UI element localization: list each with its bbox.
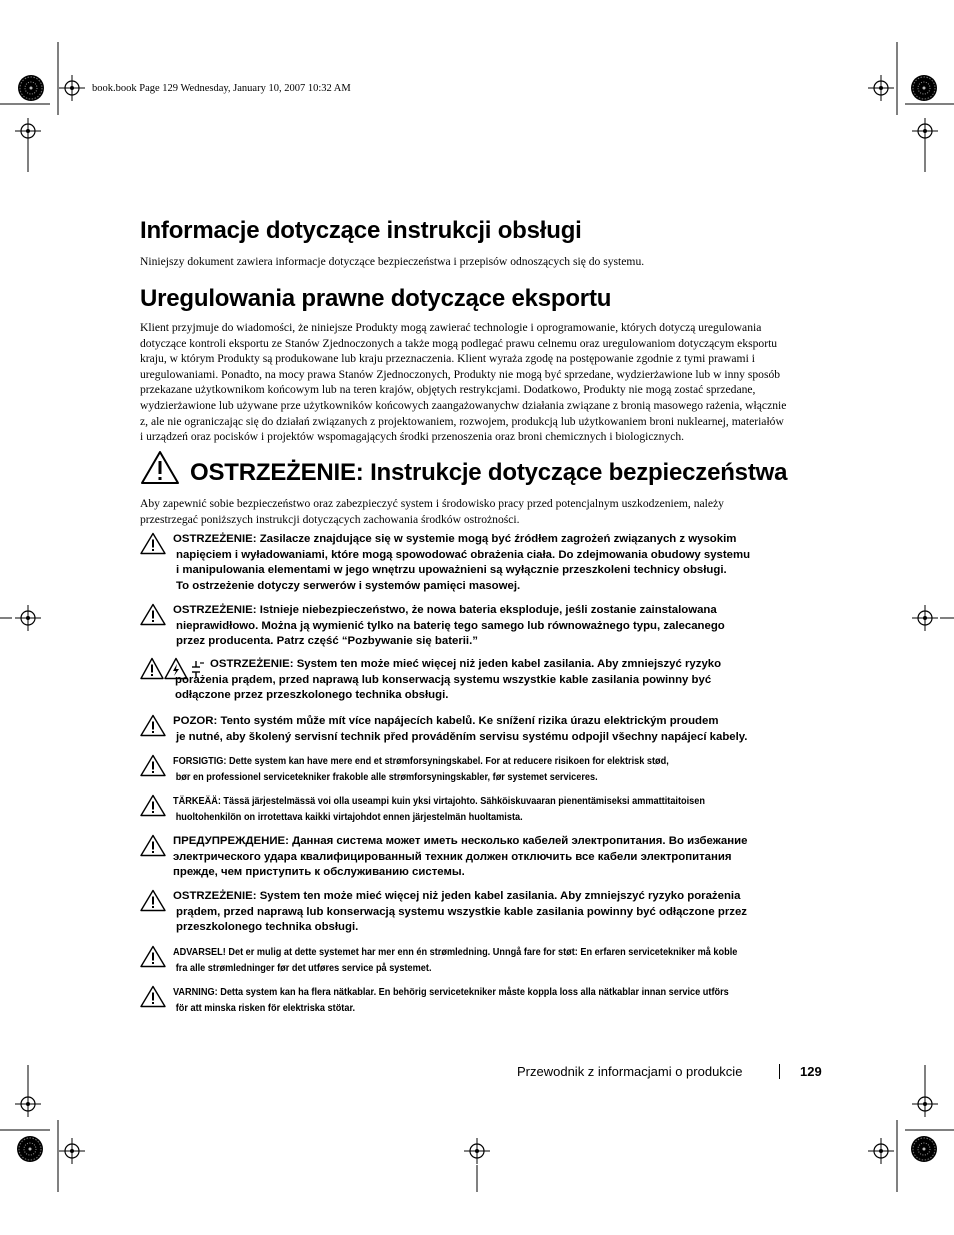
paragraph-line: Klient przyjmuje do wiadomości, że niniejsze Produkty mogą zawierać technologie i oprogramowanie, których dotyczą uregulowania bbox=[140, 321, 762, 334]
paragraph-line: uregulowaniami. Ponadto, na mocy prawa Stanów Zjednoczonych, Produkty nie mogą być sprzedane, wydzierżawione lub w inny sposób bbox=[140, 367, 781, 381]
warning-line: POZOR: Tento systém může mít více napájecích kabelů. Ke snížení rizika úrazu elektrickým proudem bbox=[173, 715, 719, 727]
warning-line: fra alle strømledninger før det utføres service på systemet. bbox=[175, 963, 432, 974]
warning-text bbox=[173, 834, 747, 881]
warning-line: huoltohenkilön on irrotettava kaikki virtajohdot ennen järjestelmän huoltamista. bbox=[175, 812, 523, 823]
warning-line: napięciem i wyładowaniami, które mogą spowodować obrażenia ciała. Do zdejmowania obudowy systemu bbox=[176, 548, 751, 561]
warning-notice bbox=[140, 754, 820, 788]
warning-notice bbox=[140, 532, 820, 596]
warning-notice bbox=[140, 985, 820, 1019]
warning-text bbox=[173, 985, 857, 1017]
warning-line: nieprawidłowo. Można ją wymienić tylko na baterię tego samego lub równoważnego typu, zalecanego bbox=[176, 619, 725, 632]
warning-text bbox=[173, 794, 857, 826]
warning-line: przez producenta. Patrz część “Pozbywanie się baterii.” bbox=[176, 635, 478, 648]
warning-icon bbox=[140, 603, 166, 626]
warning-line: ADVARSEL! Det er mulig at dette systemet har mer enn én strømledning. Unngå fare for støt: En erfaren servicetekniker må koble bbox=[173, 947, 738, 958]
warning-line: för att minska risken för elektriska stötar. bbox=[175, 1003, 356, 1014]
paragraph-line: z, ale nie ograniczając się do działań związanych z projektowaniem, rozwojem, produkcją lub użytkowaniem broni nuklearnej, materiałów bbox=[140, 414, 784, 428]
page-number: 129 bbox=[800, 1064, 822, 1079]
warning-line: je nutné, aby školený servisní technik před prováděním servisu systému odpojil všechny napájecí kabely. bbox=[176, 730, 748, 743]
section-title-export: Uregulowania prawne dotyczące eksportu bbox=[140, 285, 612, 312]
warning-line: TÄRKEÄÄ: Tässä järjestelmässä voi olla useampi kuin yksi virtajohto. Sähköiskuvaaran pienentämiseksi ammattitaitoisen bbox=[173, 796, 705, 807]
paragraph-line: przestrzegać poniższych instrukcji dotyczących zachowania środków ostrożności. bbox=[140, 512, 520, 526]
warning-icon bbox=[140, 754, 166, 777]
warning-text bbox=[173, 714, 747, 745]
section-text-instructions: Niniejszy dokument zawiera informacje dotyczące bezpieczeństwa i przepisów odnoszących się do systemu. bbox=[140, 255, 645, 268]
warning-line: прежде, чем приступить к обслуживанию системы. bbox=[173, 866, 465, 879]
warning-notice bbox=[140, 603, 820, 651]
warning-text bbox=[173, 603, 725, 650]
warning-text bbox=[173, 754, 857, 786]
warning-icon bbox=[140, 794, 166, 817]
warning-line: prądem, przed naprawą lub konserwacją systemu wszystkie kable zasilania powinny być odłączone przez bbox=[176, 905, 747, 918]
warning-line: ПРЕДУПРЕЖДЕНИЕ: Данная система может иметь несколько кабелей электропитания. Во избежание bbox=[173, 835, 748, 847]
warning-text bbox=[173, 889, 747, 936]
paragraph-line: dotyczące kontroli eksportu ze Stanów Zjednoczonych a także mogą podlegać prawu celnemu oraz uregulowaniom dotyczącym eksportu bbox=[140, 336, 778, 350]
print-header: book.book Page 129 Wednesday, January 10, 2007 10:32 AM bbox=[92, 83, 351, 94]
warning-icon bbox=[140, 714, 166, 737]
warning-line: odłączone przez przeszkolonego technika obsługi. bbox=[175, 689, 449, 702]
warning-triangle-icon bbox=[140, 450, 180, 486]
warning-notice bbox=[140, 657, 820, 707]
paragraph-line: i urządzeń oraz pocisków i projektów wspomagających środki przenoszenia oraz broni chemicznych i biologicznych. bbox=[140, 430, 685, 444]
section-title-safety: OSTRZEŻENIE: Instrukcje dotyczące bezpieczeństwa bbox=[190, 459, 788, 486]
section-text-safety bbox=[140, 496, 820, 527]
footer-guide-name: Przewodnik z informacjami o produkcie bbox=[517, 1064, 743, 1079]
warning-text bbox=[173, 532, 750, 594]
warning-line: электрического удара квалифицированный техник должен отключить все кабели электропитания bbox=[173, 850, 732, 863]
warning-notice bbox=[140, 945, 820, 979]
warning-line: OSTRZEŻENIE: System ten może mieć więcej niż jeden kabel zasilania. Aby zmniejszyć ryzyko bbox=[210, 658, 722, 670]
footer-separator bbox=[779, 1064, 780, 1079]
warning-line: VARNING: Detta system kan ha flera nätkablar. En behörig servicetekniker måste koppla loss alla nätkablar innan service utförs bbox=[173, 987, 729, 998]
warning-text bbox=[210, 657, 721, 673]
warning-line: FORSIGTIG: Dette system kan have mere end et strømforsyningskabel. For at reducere risikoen for elektrisk stød, bbox=[173, 756, 669, 767]
warning-icon bbox=[140, 532, 166, 555]
section-title-instructions: Informacje dotyczące instrukcji obsługi bbox=[140, 217, 582, 244]
warning-icon bbox=[140, 889, 166, 912]
paragraph-line: przekazane użytkownikom końcowym lub na teren krajów, objętych restrykcjami. Dodatkowo, Produkty nie mogą zostać sprzedane, bbox=[140, 383, 756, 397]
warning-line: OSTRZEŻENIE: Istnieje niebezpieczeństwo, że nowa bateria eksploduje, jeśli zostanie zainstalowana bbox=[173, 604, 717, 616]
warning-line: przeszkolonego technika obsługi. bbox=[176, 921, 359, 934]
warning-text-continued bbox=[175, 673, 711, 704]
warning-line: bør en professionel servicetekniker frakoble alle strømforsyningskabler, før systemet serviceres. bbox=[175, 772, 598, 783]
warning-line: To ostrzeżenie dotyczy serwerów i systemów pamięci masowej. bbox=[176, 579, 521, 592]
warning-notice bbox=[140, 834, 820, 884]
warning-notice bbox=[140, 714, 820, 748]
warning-notice bbox=[140, 889, 820, 939]
warning-icon bbox=[140, 985, 166, 1008]
warning-line: OSTRZEŻENIE: System ten może mieć więcej niż jeden kabel zasilania. Aby zmniejszyć ryzyko porażenia bbox=[173, 890, 741, 902]
warning-line: OSTRZEŻENIE: Zasilacze znajdujące się w systemie mogą być źródłem zagrożeń związanych z wysokim bbox=[173, 533, 737, 545]
paragraph-line: kraju, w którym Produkty są produkowane lub kraju przeznaczenia. Klient wyraża zgodę na postępowanie zgodnie z tymi prawami i bbox=[140, 352, 755, 366]
warning-text bbox=[173, 945, 857, 977]
warning-line: porażenia prądem, przed naprawą lub konserwacją systemu wszystkie kable zasilania powinny być bbox=[175, 673, 712, 686]
warning-notice bbox=[140, 794, 820, 828]
paragraph-line: wydzierżawione lub używane prze użytkowników końcowych zaangażowanychw działania związane z bronią masowego rażenia, włącznie bbox=[140, 398, 787, 412]
section-text-export bbox=[140, 320, 820, 445]
warning-icon bbox=[140, 945, 166, 968]
paragraph-line: Aby zapewnić sobie bezpieczeństwo oraz zabezpieczyć system i środowisko pracy przed potencjalnym uszkodzeniem, należy bbox=[140, 497, 724, 510]
warning-line: i manipulowania elementami w jego wnętrzu upoważnieni są wyłącznie przeszkoleni technicy obsługi. bbox=[176, 564, 727, 577]
warning-icon bbox=[140, 834, 166, 857]
